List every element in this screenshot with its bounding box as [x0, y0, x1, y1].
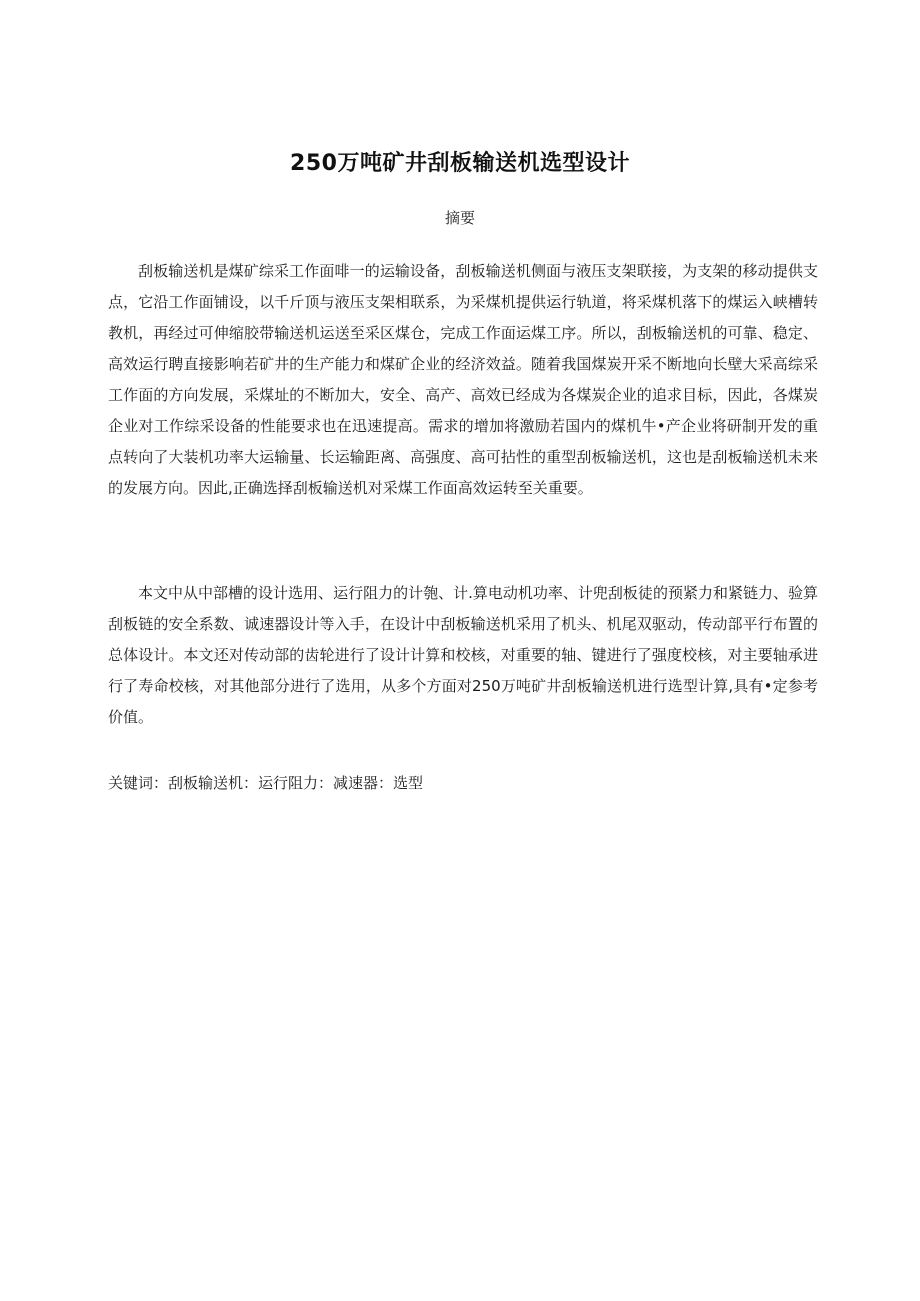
abstract-paragraph: 本文中从中部槽的设计选用、运行阻力的计匏、计.算电动机功率、计兜刮板徒的预紧力和紧链力、验算刮板链的安全系数、诚速器设计等入手，在设计中刮板输送机采用了机头、机尾双驱动，传动部平行布置的总体设计。本文还对传动部的齿轮进行了设计计算和校核，对重要的轴、键进行了强度校核，对主要轴承进行了寿命校核，对其他部分进行了选用，从多个方面对250万吨矿井刮板输送机进行选型计算,具有•定参考价值。	[108, 584, 818, 726]
keywords-line: 关键词：刮板输送机：运行阻力：减速器：选型	[108, 774, 424, 792]
abstract-heading: 摘要	[444, 209, 475, 227]
document-title: 250万吨矿井刮板输送机选型设计	[290, 151, 630, 176]
abstract-paragraph: 刮板输送机是煤矿综采工作面啡一的运输设备，刮板输送机侧面与液压支架联接，为支架的移动提供支点，它沿工作面铺设，以千斤顶与液压支架相联系，为采煤机提供运行轨道，将采煤机落下的煤运入峡槽转教机，再经过可伸缩胶带输送机运送至采区煤仓，完成工作面运煤工序。所以，刮板输送机的可靠、稳定、高效运行聘直接影响若矿井的生产能力和煤矿企业的经济效益。随着我国煤炭开采不断地向长壁大采高综采工作面的方向发展，采煤址的不断加大，安全、高产、高效已经成为各煤炭企业的追求目标，因此，各煤炭企业对工作综采设备的性能要求也在迅速提高。需求的增加将激励若国内的煤机牛•产企业将研制开发的重点转向了大装机功率大运输量、长运输距离、高强度、高可拈性的重型刮板输送机，这也是刮板输送机未来的发展方向。因此,正确选择刮板输送机对采煤工作面高效运转至关重要。	[108, 262, 818, 497]
